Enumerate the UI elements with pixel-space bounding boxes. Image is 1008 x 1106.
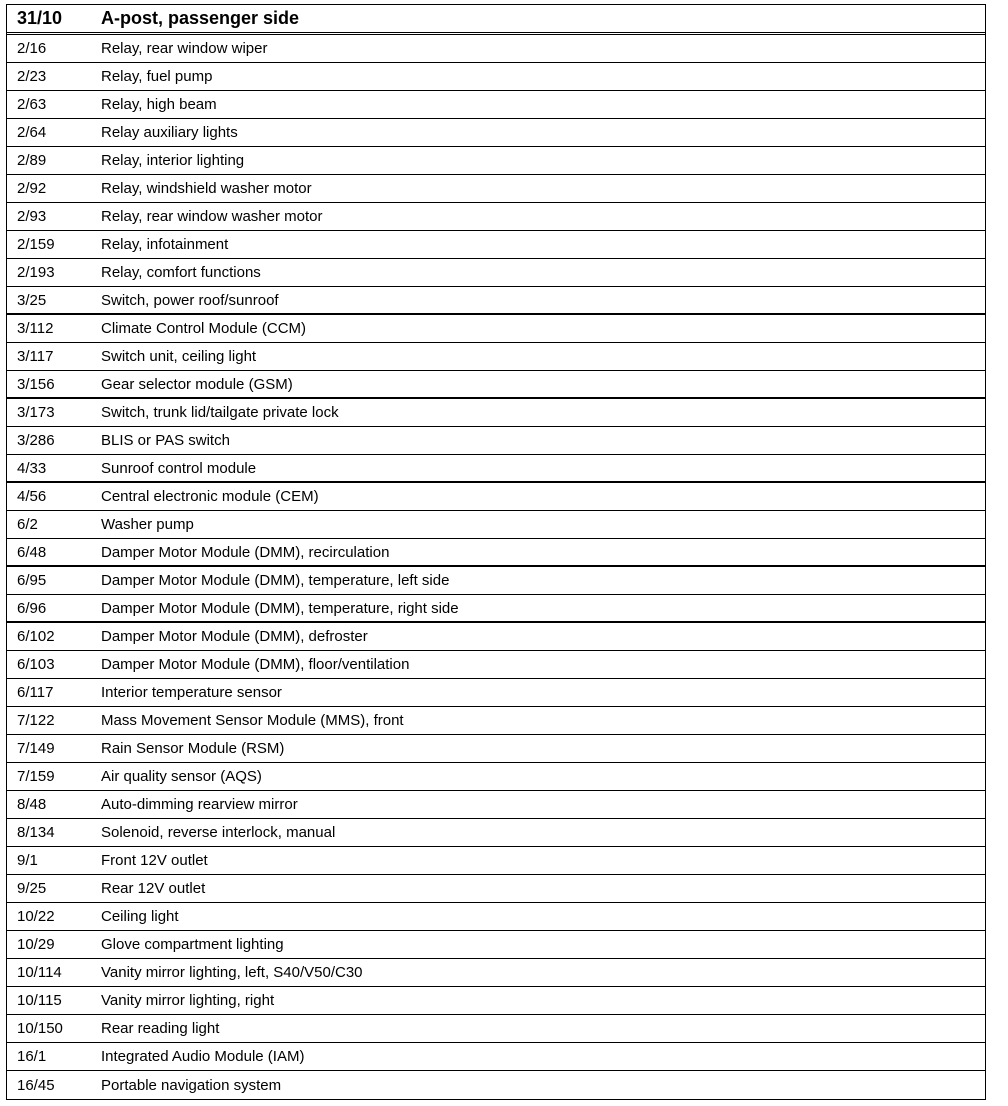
component-description: Relay, rear window wiper (101, 40, 268, 57)
component-code: 6/95 (17, 572, 47, 589)
table-row (7, 987, 985, 1015)
component-description: Washer pump (101, 516, 194, 533)
table-row (7, 931, 985, 959)
component-code: 16/45 (17, 1076, 55, 1094)
component-description: Gear selector module (GSM) (101, 375, 293, 393)
table-row (7, 595, 985, 623)
table-row (7, 1043, 985, 1071)
component-description: Relay, high beam (101, 96, 217, 113)
table-row (7, 875, 985, 903)
component-description: Relay, interior lighting (101, 152, 245, 169)
table-row (7, 427, 985, 455)
component-code: 10/29 (17, 936, 55, 953)
component-code: 6/103 (17, 656, 55, 673)
table-header (7, 5, 985, 35)
table-row (7, 119, 985, 147)
table-row (7, 399, 985, 427)
table-body (7, 35, 985, 1099)
component-code: 7/122 (17, 712, 55, 729)
component-code: 2/64 (17, 124, 47, 141)
component-code: 2/23 (17, 68, 47, 85)
component-description: BLIS or PAS switch (101, 432, 230, 449)
component-description: Damper Motor Module (DMM), recirculation (101, 543, 390, 561)
table-row (7, 35, 985, 63)
component-description: Damper Motor Module (DMM), floor/ventilation (101, 656, 410, 673)
table-row (7, 1015, 985, 1043)
component-description: Relay, rear window washer motor (101, 208, 323, 225)
component-description: Climate Control Module (CCM) (101, 320, 307, 337)
table-row (7, 287, 985, 315)
table-row (7, 1071, 985, 1099)
component-code: 10/114 (17, 964, 62, 981)
table-row (7, 511, 985, 539)
component-code: 3/156 (17, 375, 55, 393)
component-description: Relay, windshield washer motor (101, 180, 312, 197)
component-table (6, 4, 986, 1100)
table-row (7, 623, 985, 651)
component-description: Solenoid, reverse interlock, manual (101, 824, 336, 841)
table-row (7, 567, 985, 595)
component-code: 3/286 (17, 432, 55, 449)
component-description: Relay auxiliary lights (101, 124, 238, 141)
component-description: Switch, power roof/sunroof (101, 291, 279, 309)
component-description: Interior temperature sensor (101, 684, 282, 701)
component-description: Relay, fuel pump (101, 68, 213, 85)
component-description: Rain Sensor Module (RSM) (101, 740, 285, 757)
component-description: Relay, infotainment (101, 236, 229, 253)
component-description: Integrated Audio Module (IAM) (101, 1048, 305, 1065)
component-code: 8/134 (17, 824, 55, 841)
table-row (7, 959, 985, 987)
table-row (7, 455, 985, 483)
component-description: Rear 12V outlet (101, 880, 206, 897)
component-description: Damper Motor Module (DMM), temperature, right side (101, 599, 459, 617)
component-code: 9/25 (17, 880, 47, 897)
component-description: Air quality sensor (AQS) (101, 768, 262, 785)
component-code: 3/173 (17, 404, 55, 421)
header-location-code: 31/10 (17, 8, 63, 28)
table-row (7, 819, 985, 847)
table-row (7, 231, 985, 259)
component-description: Rear reading light (101, 1020, 220, 1037)
component-code: 2/92 (17, 180, 47, 197)
component-code: 7/159 (17, 768, 55, 785)
table-row (7, 315, 985, 343)
table-row (7, 63, 985, 91)
component-code: 3/112 (17, 320, 54, 337)
component-code: 2/89 (17, 152, 47, 169)
table-row (7, 791, 985, 819)
component-code: 10/22 (17, 908, 55, 925)
component-description: Switch unit, ceiling light (101, 348, 257, 365)
table-row (7, 91, 985, 119)
component-description: Damper Motor Module (DMM), defroster (101, 628, 368, 645)
component-code: 6/117 (17, 684, 54, 701)
component-code: 10/115 (17, 992, 62, 1009)
component-description: Auto-dimming rearview mirror (101, 796, 298, 813)
component-code: 2/16 (17, 40, 47, 57)
component-description: Mass Movement Sensor Module (MMS), front (101, 712, 404, 729)
component-code: 16/1 (17, 1048, 47, 1065)
component-description: Ceiling light (101, 908, 179, 925)
component-code: 6/102 (17, 628, 55, 645)
component-description: Switch, trunk lid/tailgate private lock (101, 404, 339, 421)
component-code: 10/150 (17, 1020, 63, 1037)
table-row (7, 483, 985, 511)
table-row (7, 735, 985, 763)
table-row (7, 903, 985, 931)
component-code: 3/117 (17, 348, 54, 365)
component-description: Relay, comfort functions (101, 264, 261, 281)
table-row (7, 203, 985, 231)
table-row (7, 679, 985, 707)
component-code: 9/1 (17, 852, 38, 869)
table-row (7, 147, 985, 175)
table-row (7, 847, 985, 875)
table-row (7, 343, 985, 371)
table-row (7, 707, 985, 735)
component-code: 3/25 (17, 291, 47, 309)
component-description: Vanity mirror lighting, right (101, 992, 275, 1009)
component-description: Portable navigation system (101, 1076, 282, 1094)
component-code: 2/63 (17, 96, 47, 113)
table-row (7, 371, 985, 399)
component-code: 6/96 (17, 599, 47, 617)
component-code: 6/48 (17, 543, 47, 561)
component-description: Glove compartment lighting (101, 936, 284, 953)
table-row (7, 259, 985, 287)
component-code: 8/48 (17, 796, 47, 813)
table-row (7, 539, 985, 567)
header-location-title: A-post, passenger side (101, 8, 300, 28)
component-description: Vanity mirror lighting, left, S40/V50/C30 (101, 964, 363, 981)
component-description: Damper Motor Module (DMM), temperature, left side (101, 572, 450, 589)
component-code: 2/193 (17, 264, 55, 281)
component-code: 7/149 (17, 740, 55, 757)
component-code: 4/33 (17, 459, 47, 477)
table-row (7, 763, 985, 791)
component-code: 6/2 (17, 516, 38, 533)
table-row (7, 175, 985, 203)
component-code: 2/159 (17, 236, 55, 253)
component-description: Sunroof control module (101, 459, 257, 477)
component-description: Front 12V outlet (101, 852, 208, 869)
component-description: Central electronic module (CEM) (101, 488, 319, 505)
component-code: 4/56 (17, 488, 47, 505)
table-row (7, 651, 985, 679)
component-code: 2/93 (17, 208, 47, 225)
